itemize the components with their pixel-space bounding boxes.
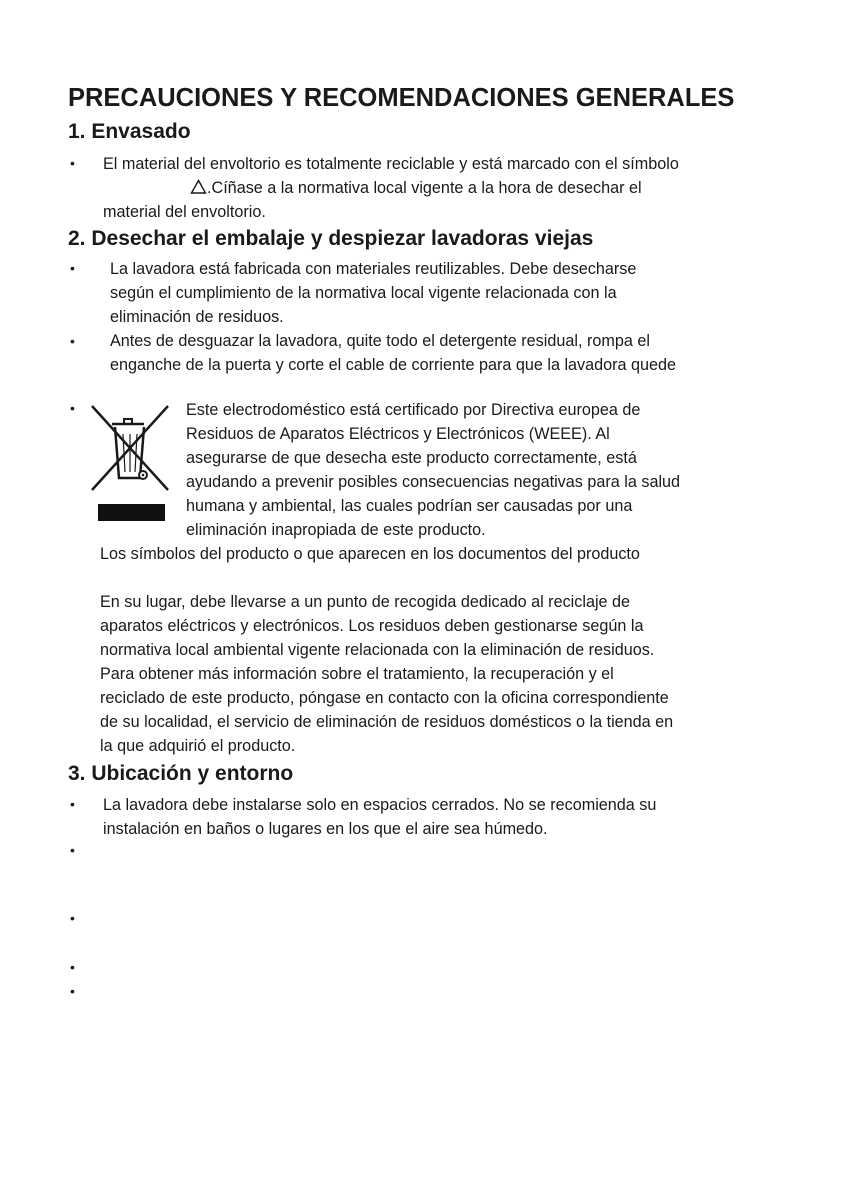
paragraph-line: La lavadora está fabricada con materiales reutilizables. Debe desecharse xyxy=(110,260,637,278)
paragraph-line: la que adquirió el producto. xyxy=(100,737,296,755)
paragraph-line: La lavadora debe instalarse solo en espacios cerrados. No se recomienda su xyxy=(103,796,657,814)
paragraph-line: El material del envoltorio es totalmente reciclable y está marcado con el símbolo xyxy=(103,155,679,173)
paragraph-line: según el cumplimiento de la normativa local vigente relacionada con la xyxy=(110,284,617,302)
bullet: • xyxy=(70,400,75,416)
paragraph-line: reciclado de este producto, póngase en contacto con la oficina correspondiente xyxy=(100,689,669,707)
paragraph-line: instalación en baños o lugares en los que el aire sea húmedo. xyxy=(103,820,548,838)
section-heading-ubicacion: 3. Ubicación y entorno xyxy=(68,762,294,785)
bullet: • xyxy=(70,983,75,999)
weee-black-bar xyxy=(98,504,165,521)
section-heading-desechar: 2. Desechar el embalaje y despiezar lavadoras viejas xyxy=(68,227,594,250)
section-heading-envasado: 1. Envasado xyxy=(68,120,191,143)
bullet: • xyxy=(70,910,75,926)
paragraph-line: Antes de desguazar la lavadora, quite todo el detergente residual, rompa el xyxy=(110,332,650,350)
bullet: • xyxy=(70,333,75,349)
bullet: • xyxy=(70,155,75,171)
paragraph-line: Los símbolos del producto o que aparecen en los documentos del producto xyxy=(100,545,640,563)
paragraph-line: Residuos de Aparatos Eléctricos y Electrónicos (WEEE). Al xyxy=(186,425,610,443)
paragraph-line: de su localidad, el servicio de eliminación de residuos domésticos o la tienda en xyxy=(100,713,674,731)
bullet: • xyxy=(70,796,75,812)
page-title: PRECAUCIONES Y RECOMENDACIONES GENERALES xyxy=(68,84,735,112)
recycle-icon xyxy=(190,179,207,200)
paragraph-line: asegurarse de que desecha este producto correctamente, está xyxy=(186,449,637,467)
paragraph-line: eliminación de residuos. xyxy=(110,308,284,326)
paragraph-line: humana y ambiental, las cuales podrían ser causadas por una xyxy=(186,497,633,515)
crossed-out-wheelie-bin-icon xyxy=(88,402,172,499)
paragraph-line: eliminación inapropiada de este producto. xyxy=(186,521,486,539)
paragraph-line: En su lugar, debe llevarse a un punto de recogida dedicado al reciclaje de xyxy=(100,593,631,611)
paragraph-line: Para obtener más información sobre el tratamiento, la recuperación y el xyxy=(100,665,614,683)
bullet: • xyxy=(70,842,75,858)
paragraph-line: aparatos eléctricos y electrónicos. Los residuos deben gestionarse según la xyxy=(100,617,644,635)
paragraph-line: Este electrodoméstico está certificado por Directiva europea de xyxy=(186,401,641,419)
paragraph-line: enganche de la puerta y corte el cable de corriente para que la lavadora quede xyxy=(110,356,677,374)
paragraph-line: ayudando a prevenir posibles consecuencias negativas para la salud xyxy=(186,473,681,491)
paragraph-text: .Cíñase a la normativa local vigente a la hora de desechar el xyxy=(207,179,642,197)
bullet: • xyxy=(70,959,75,975)
paragraph-line: material del envoltorio. xyxy=(103,203,266,221)
bullet: • xyxy=(70,260,75,276)
paragraph-line-with-symbol xyxy=(190,178,642,200)
paragraph-line: normativa local ambiental vigente relacionada con la eliminación de residuos. xyxy=(100,641,655,659)
